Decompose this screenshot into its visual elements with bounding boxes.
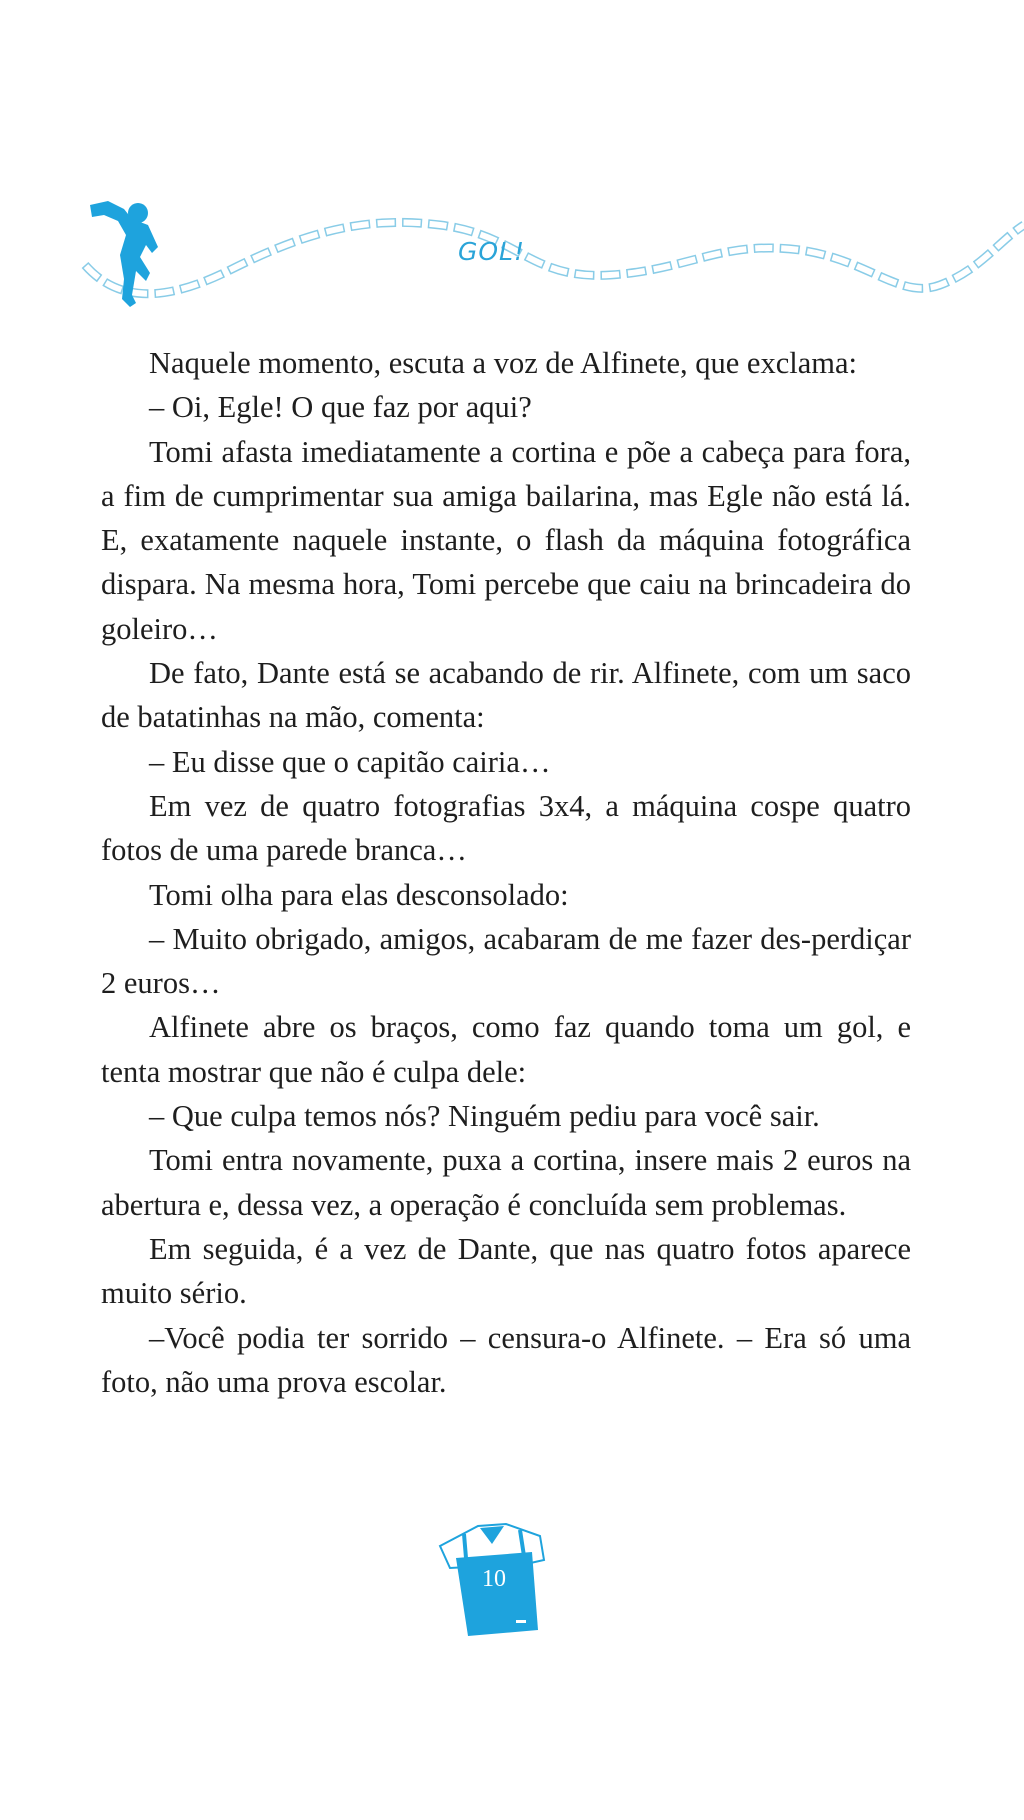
book-page-body [101,341,911,1404]
dialogue-line: – Eu disse que o capitão cairia… [149,744,551,779]
paragraph: De fato, Dante está se acabando de rir. Alfinete, com um saco de batatinhas na mão, comenta: [101,656,911,735]
running-title: GOL! [458,237,526,266]
page-number: 10 [482,1566,506,1592]
page-header [0,195,1024,355]
paragraph: Alfinete abre os braços, como faz quando toma um gol, e tenta mostrar que não é culpa dele: [101,1010,911,1089]
paragraph: Tomi afasta imediatamente a cortina e põe a cabeça para fora, a fim de cumprimentar sua amiga bailarina, mas Egle não está lá. E, exatamente naquele instante, o flash da máquina fotográfica dispara. Na mesma hora, Tomi percebe que caiu na brincadeira do goleiro… [101,434,911,646]
paragraph: Em vez de quatro fotografias 3x4, a máquina cospe quatro fotos de uma parede branca… [101,788,911,868]
paragraph: Em seguida, é a vez de Dante, que nas quatro fotos aparece muito sério. [101,1231,911,1311]
dialogue-line: – Muito obrigado, amigos, acabaram de me fazer des-perdiçar 2 euros… [101,921,911,1001]
dialogue-line: – Oi, Egle! O que faz por aqui? [149,390,532,425]
page-number-badge [428,1508,558,1638]
dialogue-line: –Você podia ter sorrido – censura-o Alfinete. – Era só uma foto, não uma prova escolar. [101,1320,911,1399]
paragraph: Naquele momento, escuta a voz de Alfinete, que exclama: [149,346,857,380]
paragraph: Tomi olha para elas desconsolado: [149,877,569,912]
dashed-wave-decoration [0,195,1024,355]
dialogue-line: – Que culpa temos nós? Ninguém pediu para você sair. [149,1099,820,1134]
paragraph: Tomi entra novamente, puxa a cortina, insere mais 2 euros na abertura e, dessa vez, a operação é concluída sem problemas. [101,1143,911,1222]
